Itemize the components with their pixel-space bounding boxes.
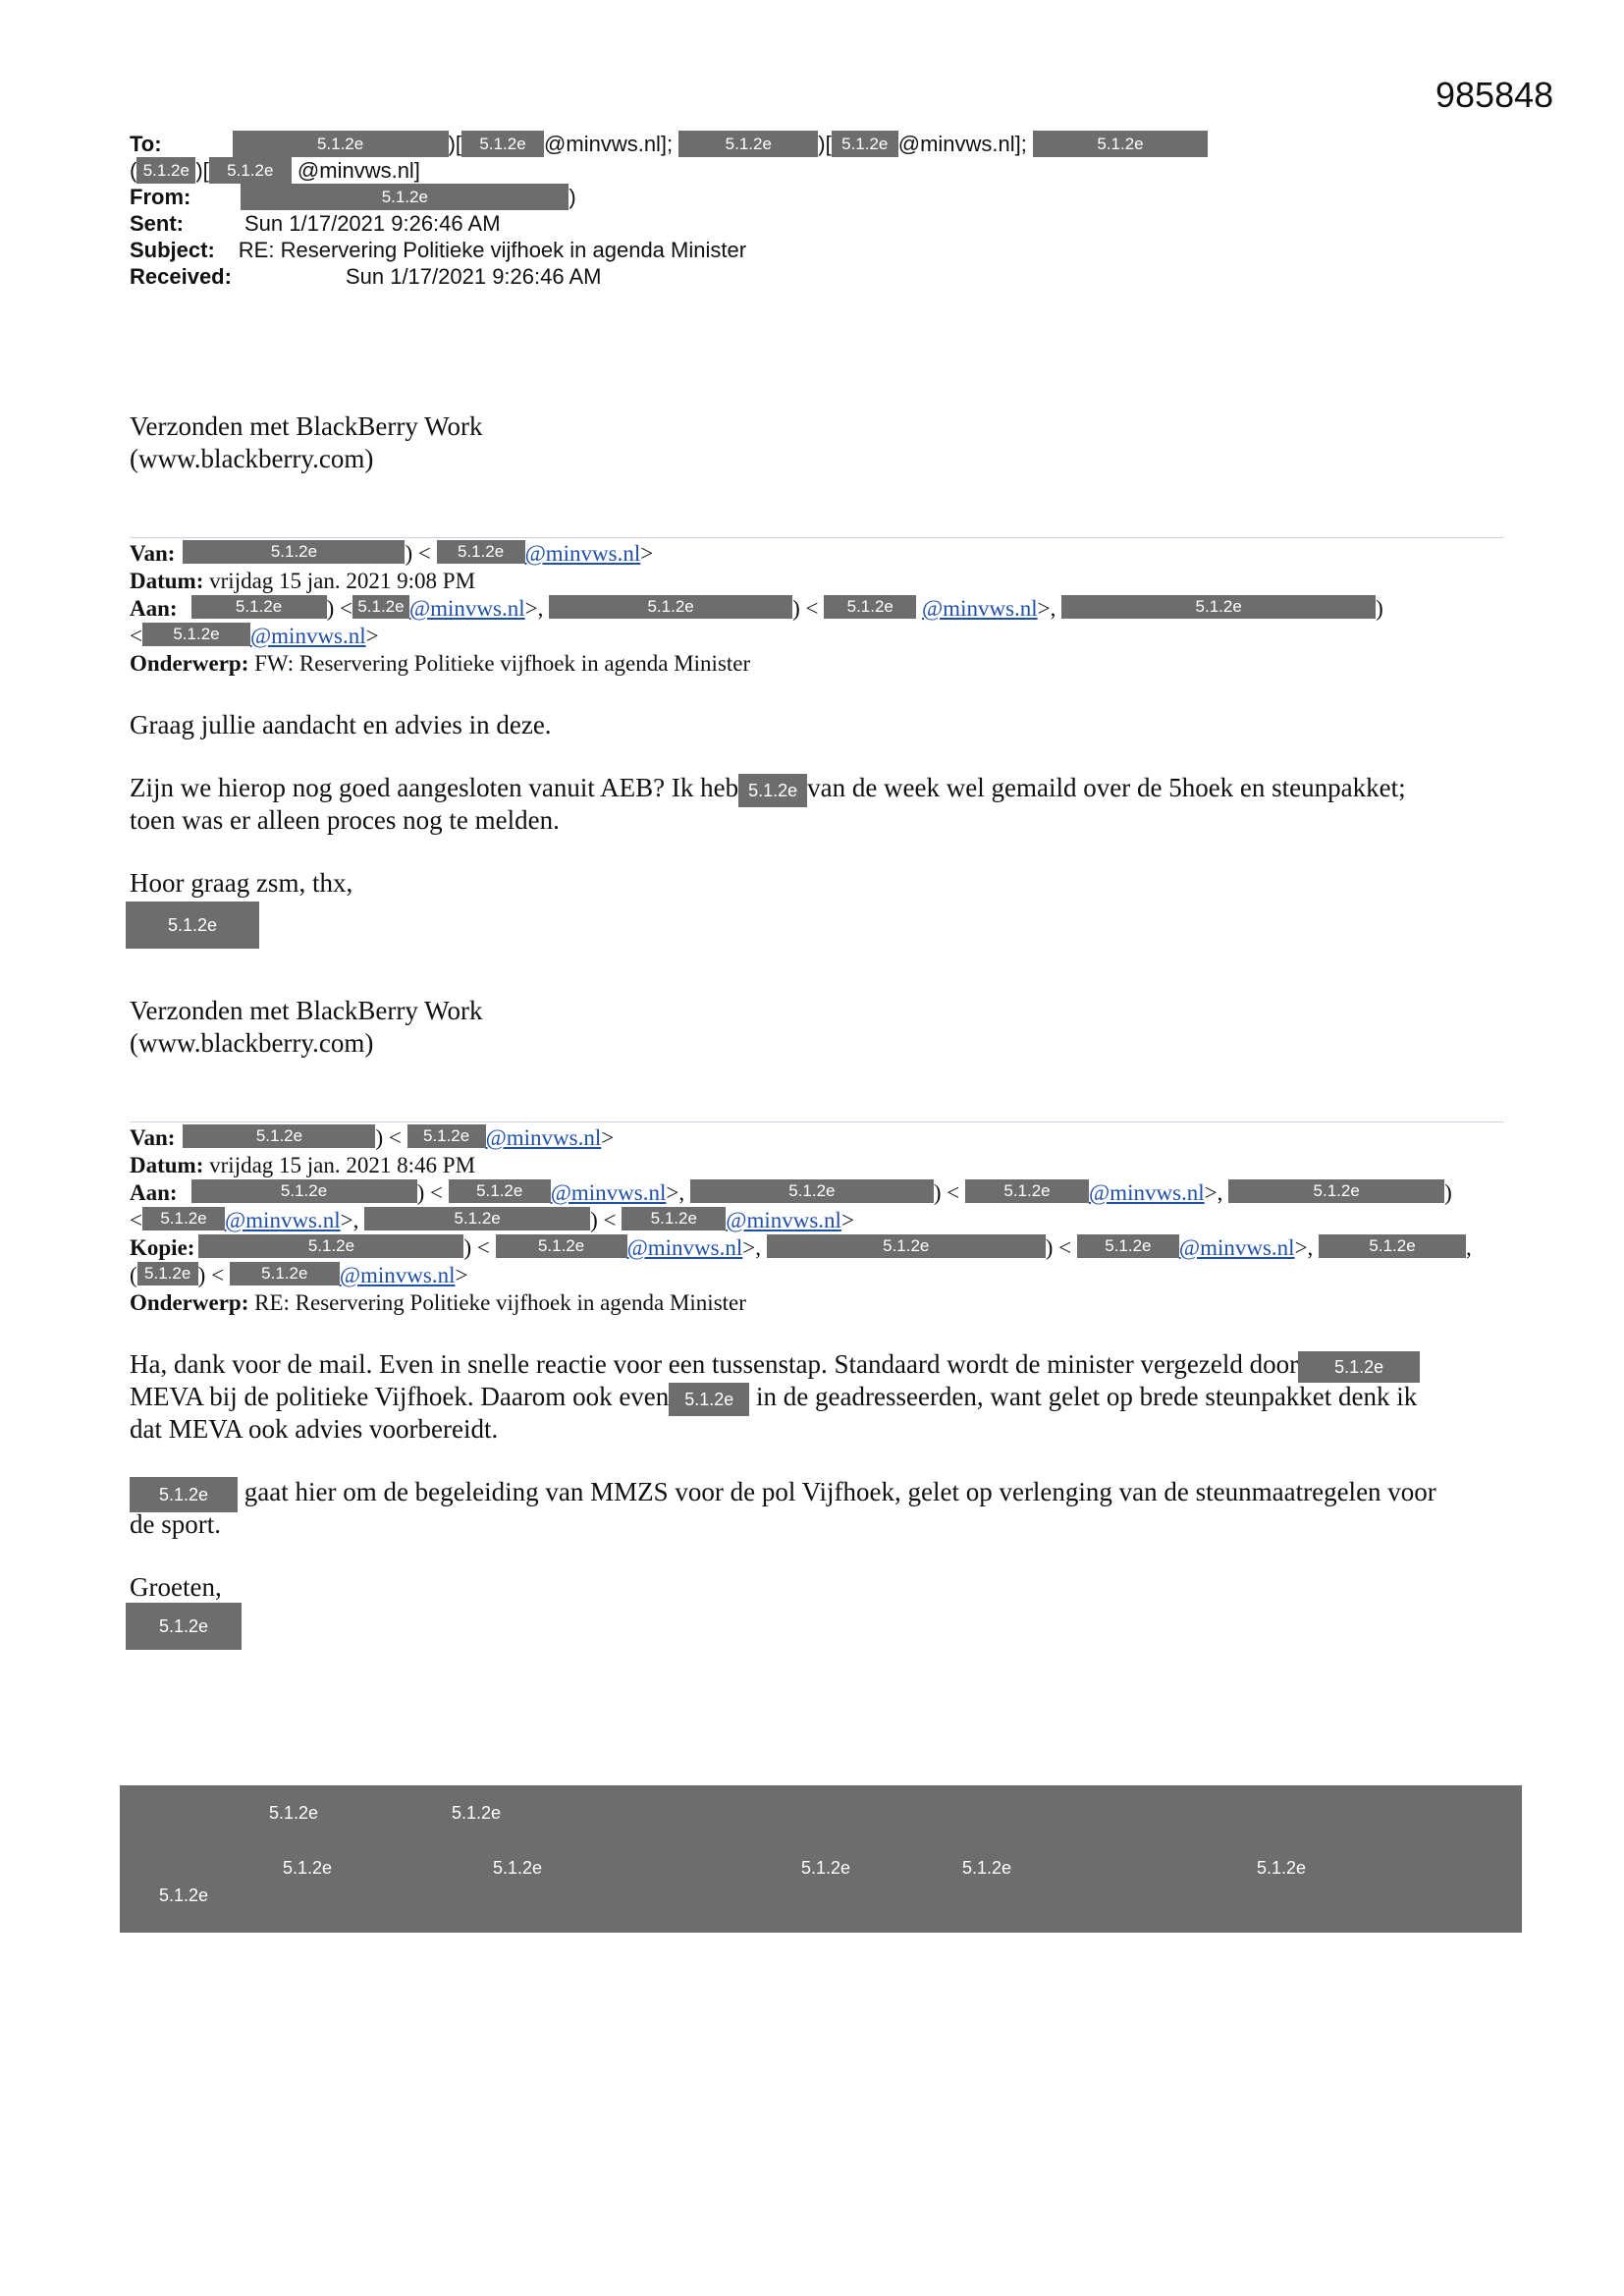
header-to-line-2: ( 5.1.2e )[ 5.1.2e @minvws.nl] [130, 158, 420, 183]
redaction-box-signature: 5.1.2e [126, 902, 259, 949]
redaction-box: 5.1.2e [461, 131, 544, 157]
redaction-box: 5.1.2e [678, 131, 818, 157]
redaction-box: 5.1.2e [364, 1207, 590, 1230]
redaction-box: 5.1.2e [407, 1124, 486, 1148]
email-link[interactable]: @minvws.nl [249, 624, 366, 648]
redaction-code: 5.1.2e [493, 1858, 543, 1878]
msg2-paragraph-2-cont: de sport. [130, 1509, 221, 1539]
msg2-van-line: Van: 5.1.2e ) < 5.1.2e @minvws.nl> [130, 1125, 615, 1150]
signature-line-1: Verzonden met BlackBerry Work [130, 411, 483, 441]
message-separator [130, 537, 1504, 538]
footer-redaction-block [120, 1785, 1522, 1933]
redaction-box: 5.1.2e [690, 1179, 934, 1203]
header-sent-line [130, 210, 501, 237]
redaction-code: 5.1.2e [269, 1803, 319, 1823]
msg2-aan-line-2: < 5.1.2e @minvws.nl>, 5.1.2e ) < 5.1.2e @minvws.nl> [130, 1208, 854, 1232]
redaction-box: 5.1.2e [669, 1383, 749, 1416]
redaction-box: 5.1.2e [191, 1179, 417, 1203]
redaction-box: 5.1.2e [549, 595, 792, 619]
redaction-box: 5.1.2e [1061, 595, 1376, 619]
redaction-box: 5.1.2e [1077, 1234, 1179, 1258]
redaction-box: 5.1.2e [142, 623, 250, 646]
msg2-paragraph-3: Groeten, [130, 1572, 222, 1602]
signature-line-2: (www.blackberry.com) [130, 1028, 374, 1058]
msg1-aan-line: Aan: 5.1.2e ) < 5.1.2e @minvws.nl>, 5.1.2e ) < 5.1.2e @minvws.nl>, 5.1.2e ) [130, 596, 1383, 621]
redaction-box: 5.1.2e [1033, 131, 1208, 157]
signature-line-1: Verzonden met BlackBerry Work [130, 996, 483, 1025]
redaction-code: 5.1.2e [962, 1858, 1012, 1878]
header-from-line: From: 5.1.2e ) [130, 185, 576, 209]
subject-value: RE: Reservering Politieke vijfhoek in agenda Minister [238, 238, 747, 262]
header-subject-line [130, 237, 746, 263]
redaction-box: 5.1.2e [241, 184, 568, 210]
redaction-code: 5.1.2e [159, 1886, 209, 1905]
redaction-code: 5.1.2e [452, 1803, 502, 1823]
email-link[interactable]: @minvws.nl [339, 1263, 456, 1287]
redaction-box: 5.1.2e [832, 131, 898, 157]
redaction-box: 5.1.2e [209, 157, 292, 184]
redaction-box: 5.1.2e [1298, 1351, 1420, 1383]
redaction-box: 5.1.2e [230, 1262, 340, 1285]
email-link[interactable]: @minvws.nl [550, 1180, 667, 1205]
email-link[interactable]: @minvws.nl [485, 1125, 602, 1150]
msg1-onderwerp-line: Onderwerp: FW: Reservering Politieke vijfhoek in agenda Minister [130, 651, 751, 676]
msg2-paragraph-1-end: dat MEVA ook advies voorbereidt. [130, 1414, 499, 1444]
redaction-box: 5.1.2e [449, 1179, 551, 1203]
email-link[interactable]: @minvws.nl [1089, 1180, 1205, 1205]
msg2-paragraph-1-cont: MEVA bij de politieke Vijfhoek. Daarom ook even 5.1.2e in de geadresseerden, want gelet op brede steunpakket denk ik [130, 1381, 1417, 1416]
msg2-aan-line: Aan: 5.1.2e ) < 5.1.2e @minvws.nl>, 5.1.2e ) < 5.1.2e @minvws.nl>, 5.1.2e ) [130, 1180, 1452, 1205]
redaction-box: 5.1.2e [824, 595, 916, 619]
header-to-line: To: 5.1.2e )[ 5.1.2e @minvws.nl]; 5.1.2e )[ 5.1.2e @minvws.nl]; 5.1.2e [130, 131, 1208, 157]
redaction-box: 5.1.2e [233, 131, 449, 157]
redaction-box: 5.1.2e [191, 595, 327, 619]
email-link[interactable]: @minvws.nl [524, 541, 641, 566]
msg2-datum-line: Datum: vrijdag 15 jan. 2021 8:46 PM [130, 1153, 476, 1177]
msg1-paragraph-3: Hoor graag zsm, thx, [130, 868, 353, 898]
msg1-paragraph-2-cont: toen was er alleen proces nog te melden. [130, 805, 560, 835]
redaction-box-signature: 5.1.2e [126, 1603, 242, 1650]
msg1-aan-line-2: < 5.1.2e @minvws.nl> [130, 624, 379, 648]
email-link[interactable]: @minvws.nl [626, 1235, 743, 1260]
email-link[interactable]: @minvws.nl [922, 596, 1038, 621]
msg2-kopie-line: Kopie: 5.1.2e ) < 5.1.2e @minvws.nl>, 5.1.2e ) < 5.1.2e @minvws.nl>, 5.1.2e , [130, 1235, 1472, 1260]
received-value: Sun 1/17/2021 9:26:46 AM [345, 264, 602, 289]
redaction-code: 5.1.2e [1257, 1858, 1307, 1878]
sent-value: Sun 1/17/2021 9:26:46 AM [244, 211, 501, 236]
redaction-box: 5.1.2e [1228, 1179, 1444, 1203]
msg2-paragraph-2: 5.1.2e gaat hier om de begeleiding van MMZS voor de pol Vijfhoek, gelet op verlenging van de steunmaatregelen voor [130, 1476, 1436, 1512]
email-link[interactable]: @minvws.nl [1178, 1235, 1295, 1260]
redaction-box: 5.1.2e [437, 540, 525, 564]
signature-line-2: (www.blackberry.com) [130, 444, 374, 473]
document-number: 985848 [1435, 75, 1554, 115]
msg2-onderwerp-line: Onderwerp: RE: Reservering Politieke vijfhoek in agenda Minister [130, 1290, 746, 1315]
email-link[interactable]: @minvws.nl [408, 596, 525, 621]
redaction-box: 5.1.2e [130, 1477, 238, 1512]
redaction-box: 5.1.2e [136, 157, 195, 184]
email-link[interactable]: @minvws.nl [224, 1208, 341, 1232]
msg1-paragraph-1: Graag jullie aandacht en advies in deze. [130, 710, 552, 739]
redaction-box: 5.1.2e [352, 595, 409, 619]
subject-label: Subject: [130, 238, 215, 262]
sent-label: Sent: [130, 211, 184, 236]
redaction-box: 5.1.2e [496, 1234, 627, 1258]
redaction-box: 5.1.2e [622, 1207, 726, 1230]
redaction-box: 5.1.2e [965, 1179, 1089, 1203]
header-received-line [130, 263, 602, 290]
received-label: Received: [130, 264, 232, 289]
redaction-code: 5.1.2e [283, 1858, 333, 1878]
email-link[interactable]: @minvws.nl [726, 1208, 841, 1232]
to-label: To: [130, 132, 162, 156]
redaction-box: 5.1.2e [1319, 1234, 1466, 1258]
msg1-paragraph-2: Zijn we hierop nog goed aangesloten vanuit AEB? Ik heb 5.1.2e van de week wel gemaild over de 5hoek en steunpakket; [130, 772, 1406, 807]
msg1-datum-line: Datum: vrijdag 15 jan. 2021 9:08 PM [130, 569, 476, 593]
from-label: From: [130, 185, 191, 209]
msg1-van-line: Van: 5.1.2e ) < 5.1.2e @minvws.nl> [130, 541, 654, 566]
redaction-box: 5.1.2e [767, 1234, 1046, 1258]
redaction-box: 5.1.2e [183, 540, 405, 564]
redaction-code: 5.1.2e [801, 1858, 851, 1878]
redaction-box: 5.1.2e [738, 774, 807, 807]
msg2-kopie-line-2: ( 5.1.2e ) < 5.1.2e @minvws.nl> [130, 1263, 468, 1287]
redaction-box: 5.1.2e [137, 1262, 198, 1285]
message-separator [130, 1121, 1504, 1122]
redaction-box: 5.1.2e [142, 1207, 225, 1230]
redaction-box: 5.1.2e [198, 1234, 463, 1258]
redaction-box: 5.1.2e [183, 1124, 375, 1148]
msg2-paragraph-1: Ha, dank voor de mail. Even in snelle reactie voor een tussenstap. Standaard wordt de minister vergezeld door 5.1.2e [130, 1348, 1420, 1383]
